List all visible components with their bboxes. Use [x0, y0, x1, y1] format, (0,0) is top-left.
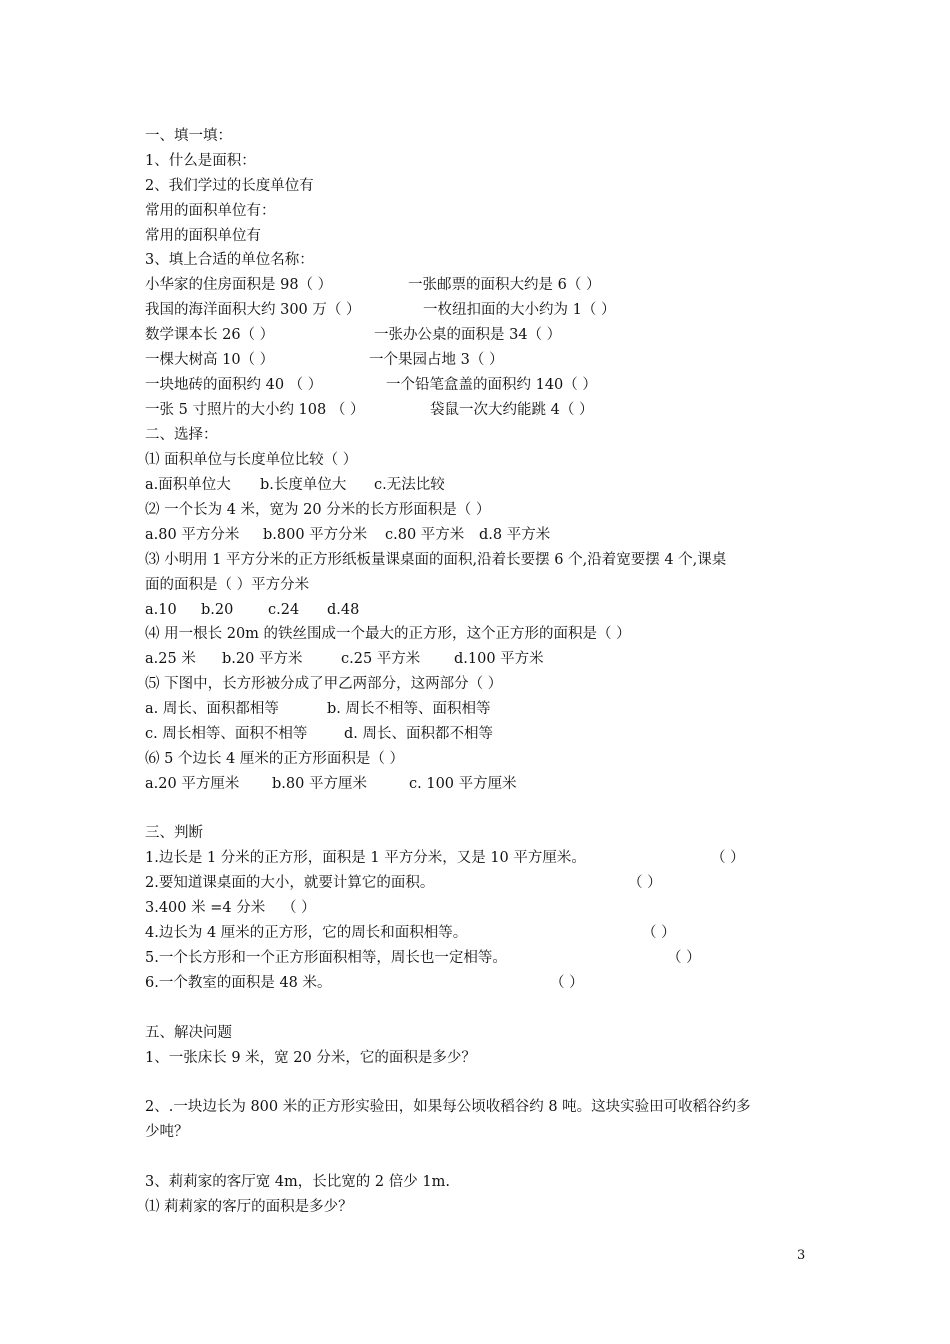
choice-question-5-text: ⑸ 下图中，长方形被分成了甲乙两部分，这两部分（ ）: [145, 676, 503, 692]
section-3-title-text: 三、判断: [145, 825, 203, 841]
fill-question-2-text: 2、我们学过的长度单位有: [145, 178, 314, 194]
page-number: 3: [797, 1248, 806, 1263]
unit-item-right: 一枚纽扣面的大小约为 1（ ）: [423, 302, 616, 318]
solve-problem-3-text: 3、莉莉家的客厅宽 4m，长比宽的 2 倍少 1m.: [145, 1174, 450, 1190]
solve-problem-1-text: 1、一张床长 9 米，宽 20 分米，它的面积是多少？: [145, 1050, 476, 1066]
choice-question-4-text: ⑷ 用一根长 20m 的铁丝围成一个最大的正方形，这个正方形的面积是（ ）: [145, 626, 631, 642]
solve-problem-2-text-cont: 少吨？: [145, 1124, 189, 1140]
choice-option: d.48: [327, 602, 360, 618]
judge-statement: 4.边长为 4 厘米的正方形，它的周长和面积相等。: [145, 925, 468, 941]
unit-item-right: 一个果园占地 3（ ）: [369, 352, 504, 368]
choice-option: a.10: [145, 602, 177, 618]
choice-option: c.无法比较: [374, 477, 445, 493]
choice-question-1-text: ⑴ 面积单位与长度单位比较（ ）: [145, 452, 358, 468]
unit-item-right: 袋鼠一次大约能跳 4（ ）: [430, 402, 594, 418]
judge-statement: 5.一个长方形和一个正方形面积相等，周长也一定相等。: [145, 950, 507, 966]
unit-item-left: 我国的海洋面积大约 300 万（ ）: [145, 302, 361, 318]
solve-problem-3-sub-1-text: ⑴ 莉莉家的客厅的面积是多少？: [145, 1199, 353, 1215]
section-2-title-text: 二、选择：: [145, 427, 218, 443]
choice-option: d. 周长、面积都不相等: [344, 726, 493, 742]
unit-item-right: 一张办公桌的面积是 34（ ）: [374, 327, 562, 343]
fill-question-2c-text: 常用的面积单位有: [145, 228, 261, 244]
choice-question-3-text: ⑶ 小明用 1 平方分米的正方形纸板量课桌面的面积,沿着长要摆 6 个,沿着宽要摆 4 个,课桌: [145, 552, 727, 568]
fill-question-1-text: 1、什么是面积：: [145, 153, 256, 169]
choice-option: c.24: [268, 602, 300, 618]
unit-item-left: 一块地砖的面积约 40 （ ）: [145, 377, 323, 393]
choice-option: a.20 平方厘米: [145, 776, 240, 792]
judge-answer-bracket: （ ）: [282, 900, 316, 916]
choice-option: d.100 平方米: [454, 651, 544, 667]
unit-item-right: 一张邮票的面积大约是 6（ ）: [408, 277, 601, 293]
choice-option: a.25 米: [145, 651, 196, 667]
choice-option: b.20: [201, 602, 234, 618]
unit-item-left: 一张 5 寸照片的大小约 108 （ ）: [145, 402, 365, 418]
judge-answer-bracket: （ ）: [550, 975, 584, 991]
choice-question-6-text: ⑹ 5 个边长 4 厘米的正方形面积是（ ）: [145, 751, 404, 767]
fill-question-3-text: 3、填上合适的单位名称：: [145, 252, 314, 268]
judge-statement: 1.边长是 1 分米的正方形，面积是 1 平方分米，又是 10 平方厘米。: [145, 850, 586, 866]
choice-option: c. 100 平方厘米: [409, 776, 517, 792]
choice-option: b.80 平方厘米: [272, 776, 367, 792]
choice-option: d.8 平方米: [479, 527, 551, 543]
choice-option: a.面积单位大: [145, 477, 231, 493]
unit-item-right: 一个铅笔盒盖的面积约 140（ ）: [386, 377, 597, 393]
choice-option: c.80 平方米: [385, 527, 465, 543]
judge-statement: 2.要知道课桌面的大小，就要计算它的面积。: [145, 875, 435, 891]
choice-option: a. 周长、面积都相等: [145, 701, 279, 717]
choice-question-3-text-cont: 面的面积是（ ）平方分米: [145, 577, 310, 593]
section-5-title-text: 五、解决问题: [145, 1025, 232, 1041]
solve-problem-2-text: 2、.一块边长为 800 米的正方形实验田，如果每公顷收稻谷约 8 吨。这块实验田可收稻谷约多: [145, 1099, 751, 1115]
choice-option: b.长度单位大: [260, 477, 347, 493]
judge-answer-bracket: （ ）: [642, 925, 676, 941]
choice-option: b. 周长不相等、面积相等: [327, 701, 491, 717]
section-1-title-text: 一、填一填：: [145, 128, 232, 144]
judge-statement: 6.一个教室的面积是 48 米。: [145, 975, 332, 991]
unit-item-left: 小华家的住房面积是 98（ ）: [145, 277, 333, 293]
choice-question-2-text: ⑵ 一个长为 4 米，宽为 20 分米的长方形面积是（ ）: [145, 502, 491, 518]
judge-answer-bracket: （ ）: [711, 850, 745, 866]
choice-option: c.25 平方米: [341, 651, 421, 667]
unit-item-left: 数学课本长 26（ ）: [145, 327, 275, 343]
fill-question-2b-text: 常用的面积单位有：: [145, 203, 276, 219]
choice-option: b.20 平方米: [222, 651, 303, 667]
judge-statement: 3.400 米 =4 分米: [145, 900, 266, 916]
choice-option: a.80 平方分米: [145, 527, 240, 543]
unit-item-left: 一棵大树高 10（ ）: [145, 352, 275, 368]
judge-answer-bracket: （ ）: [628, 875, 662, 891]
judge-answer-bracket: （ ）: [667, 950, 701, 966]
choice-option: b.800 平方分米: [263, 527, 368, 543]
choice-option: c. 周长相等、面积不相等: [145, 726, 308, 742]
